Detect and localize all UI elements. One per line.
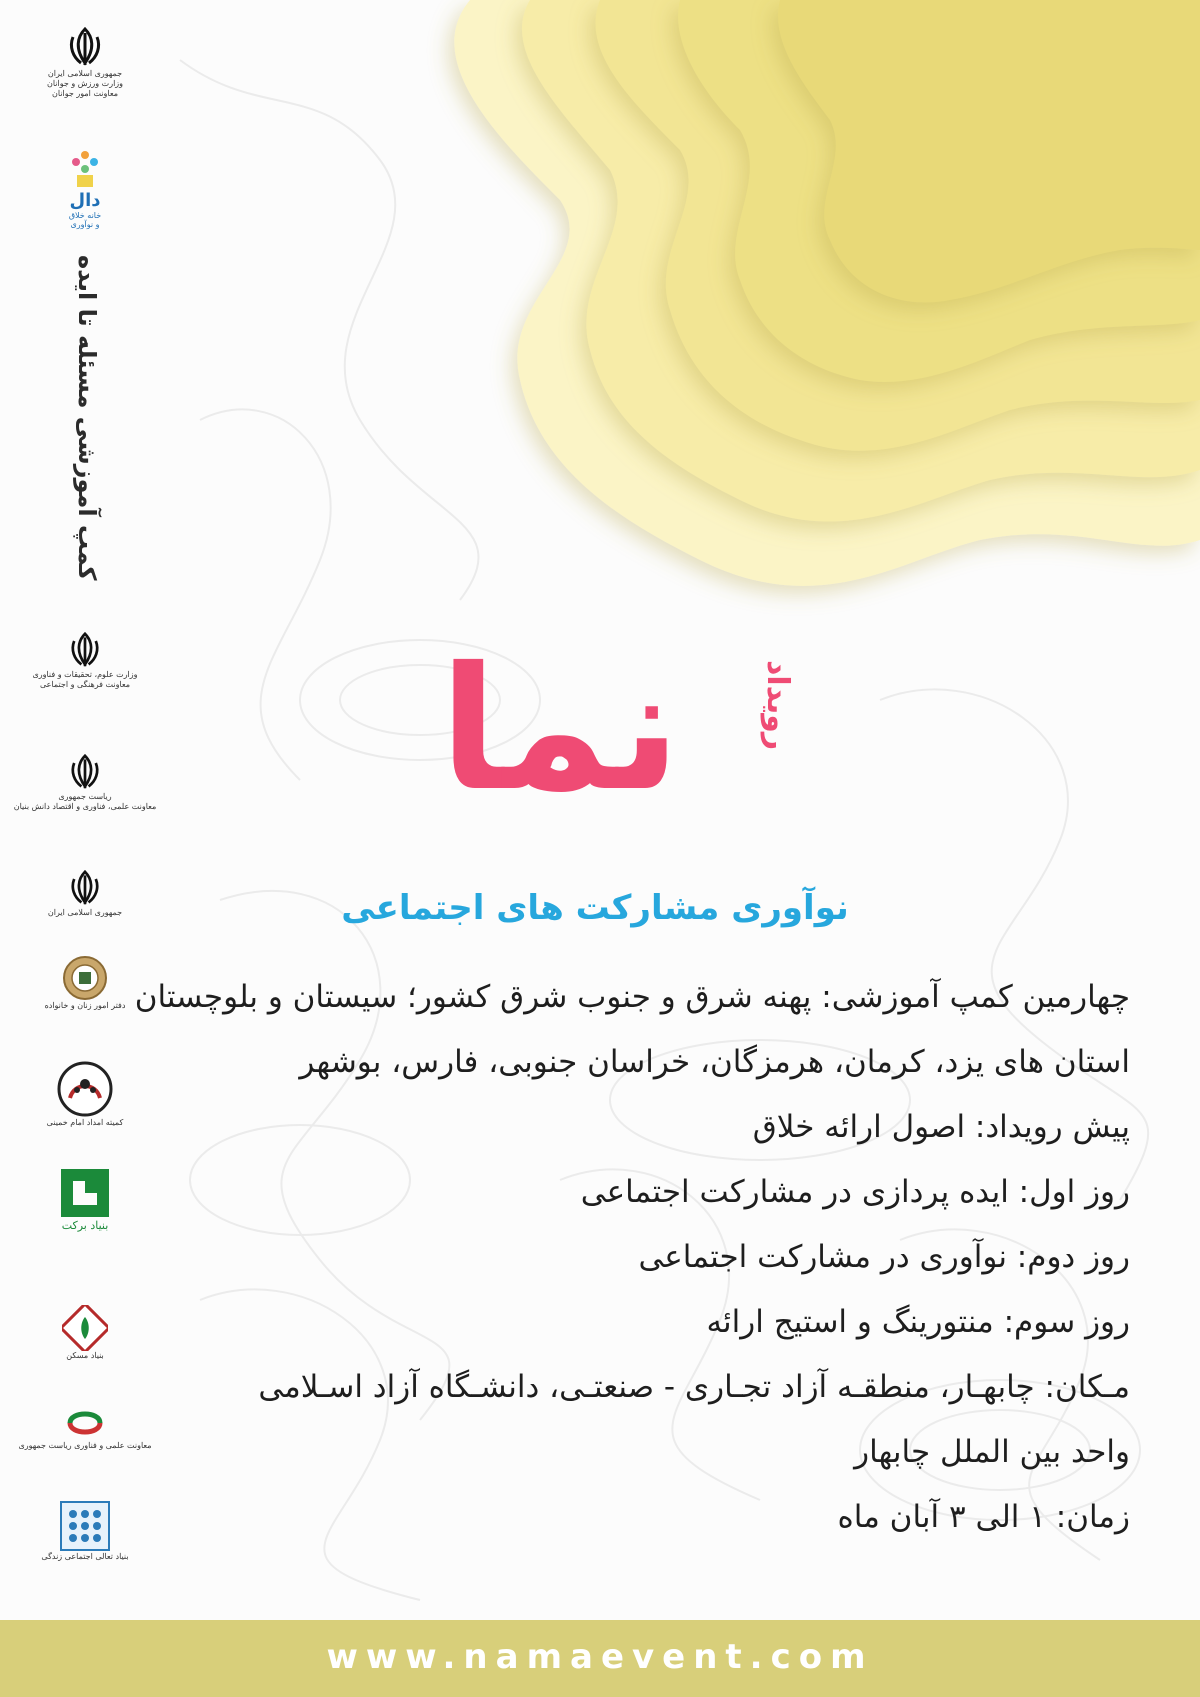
iran-emblem-icon xyxy=(65,25,105,69)
dal-dots-icon xyxy=(68,150,102,190)
info-line-pre-event: پیش رویداد: اصول ارائه خلاق xyxy=(752,1109,1130,1145)
logo-caption-line: معاونت فرهنگی و اجتماعی xyxy=(39,680,131,689)
brand-name: نما xyxy=(439,631,681,829)
logo-caption-line: بنیاد مسکن xyxy=(66,1351,104,1360)
logo-caption-line: بنیاد تعالی اجتماعی زندگی xyxy=(41,1552,129,1561)
info-line-provinces: استان های یزد، کرمان، هرمزگان، خراسان جنوبی، فارس، بوشهر xyxy=(299,1044,1130,1080)
logo-caption-line: معاونت علمی و فناوری ریاست جمهوری xyxy=(18,1441,152,1450)
logo-caption-line: بنیاد برکت xyxy=(61,1219,109,1232)
logo-caption-line: جمهوری اسلامی ایران xyxy=(47,69,123,78)
logo-caption-line: کمیته امداد امام خمینی xyxy=(46,1118,124,1127)
logo-caption-line: وزارت علوم، تحقیقات و فناوری xyxy=(32,670,138,679)
dal-word: دال xyxy=(69,190,101,211)
logo-caption-line: معاونت علمی، فناوری و اقتصاد دانش بنیان xyxy=(13,802,157,811)
sponsor-logo-strip xyxy=(0,0,175,1620)
event-subtitle: نوآوری مشارکت های اجتماعی xyxy=(341,888,849,928)
vertical-camp-title: کمپ آموزشی مسئله تا ایده xyxy=(73,254,101,580)
dal-sub-line: خانه خلاق xyxy=(68,211,102,220)
logo-caption-line: معاونت امور جوانان xyxy=(52,89,118,98)
dal-sub-line: و نوآوری xyxy=(70,220,100,229)
info-line-time: زمان: ۱ الی ۳ آبان ماه xyxy=(837,1499,1130,1535)
info-line-day-one: روز اول: ایده پردازی در مشارکت اجتماعی xyxy=(580,1174,1130,1210)
iran-emblem-icon xyxy=(67,868,103,908)
science-ministry-logo xyxy=(10,630,160,690)
logo-caption-line: دفتر امور زنان و خانواده xyxy=(44,1001,126,1010)
event-info xyxy=(134,965,1130,1550)
iran-emblem-icon xyxy=(67,752,103,792)
housing-emblem-icon xyxy=(62,1305,108,1351)
info-line-day-two: روز دوم: نوآوری در مشارکت اجتماعی xyxy=(638,1239,1130,1275)
info-line-camp: چهارمین کمپ آموزشی: پهنه شرق و جنوب شرق کشور؛ سیستان و بلوچستان xyxy=(134,979,1130,1015)
relief-emblem-icon xyxy=(56,1060,114,1118)
website-link[interactable]: www.namaevent.com xyxy=(326,1637,874,1677)
swirl-icon xyxy=(64,1405,106,1441)
pattern-tile-icon xyxy=(59,1500,111,1552)
staff-logo xyxy=(10,1405,160,1451)
republic-logo xyxy=(10,868,160,918)
sports-ministry-logo xyxy=(10,25,160,99)
dal-logo xyxy=(10,150,160,229)
brand-tag: رویداد xyxy=(760,660,795,751)
barakat-square-icon xyxy=(57,1165,113,1221)
logo-caption-line: جمهوری اسلامی ایران xyxy=(47,908,123,917)
logo-caption-line: وزارت ورزش و جوانان xyxy=(46,79,124,88)
info-line-day-three: روز سوم: منتورینگ و استیج ارائه xyxy=(706,1304,1130,1340)
seal-icon xyxy=(62,955,108,1001)
logo-caption-line: ریاست جمهوری xyxy=(58,792,112,801)
barakat-logo xyxy=(10,1165,160,1231)
relief-committee-logo xyxy=(10,1060,160,1128)
info-line-location: مـکان: چابهـار، منطقـه آزاد تجـاری - صنعتـی، دانشـگاه آزاد اسـلامی xyxy=(258,1369,1130,1405)
housing-foundation-logo xyxy=(10,1305,160,1361)
iran-emblem-icon xyxy=(67,630,103,670)
info-line-campus: واحد بین الملل چابهار xyxy=(854,1434,1130,1470)
social-foundation-logo xyxy=(10,1500,160,1562)
presidency-logo xyxy=(10,752,160,812)
